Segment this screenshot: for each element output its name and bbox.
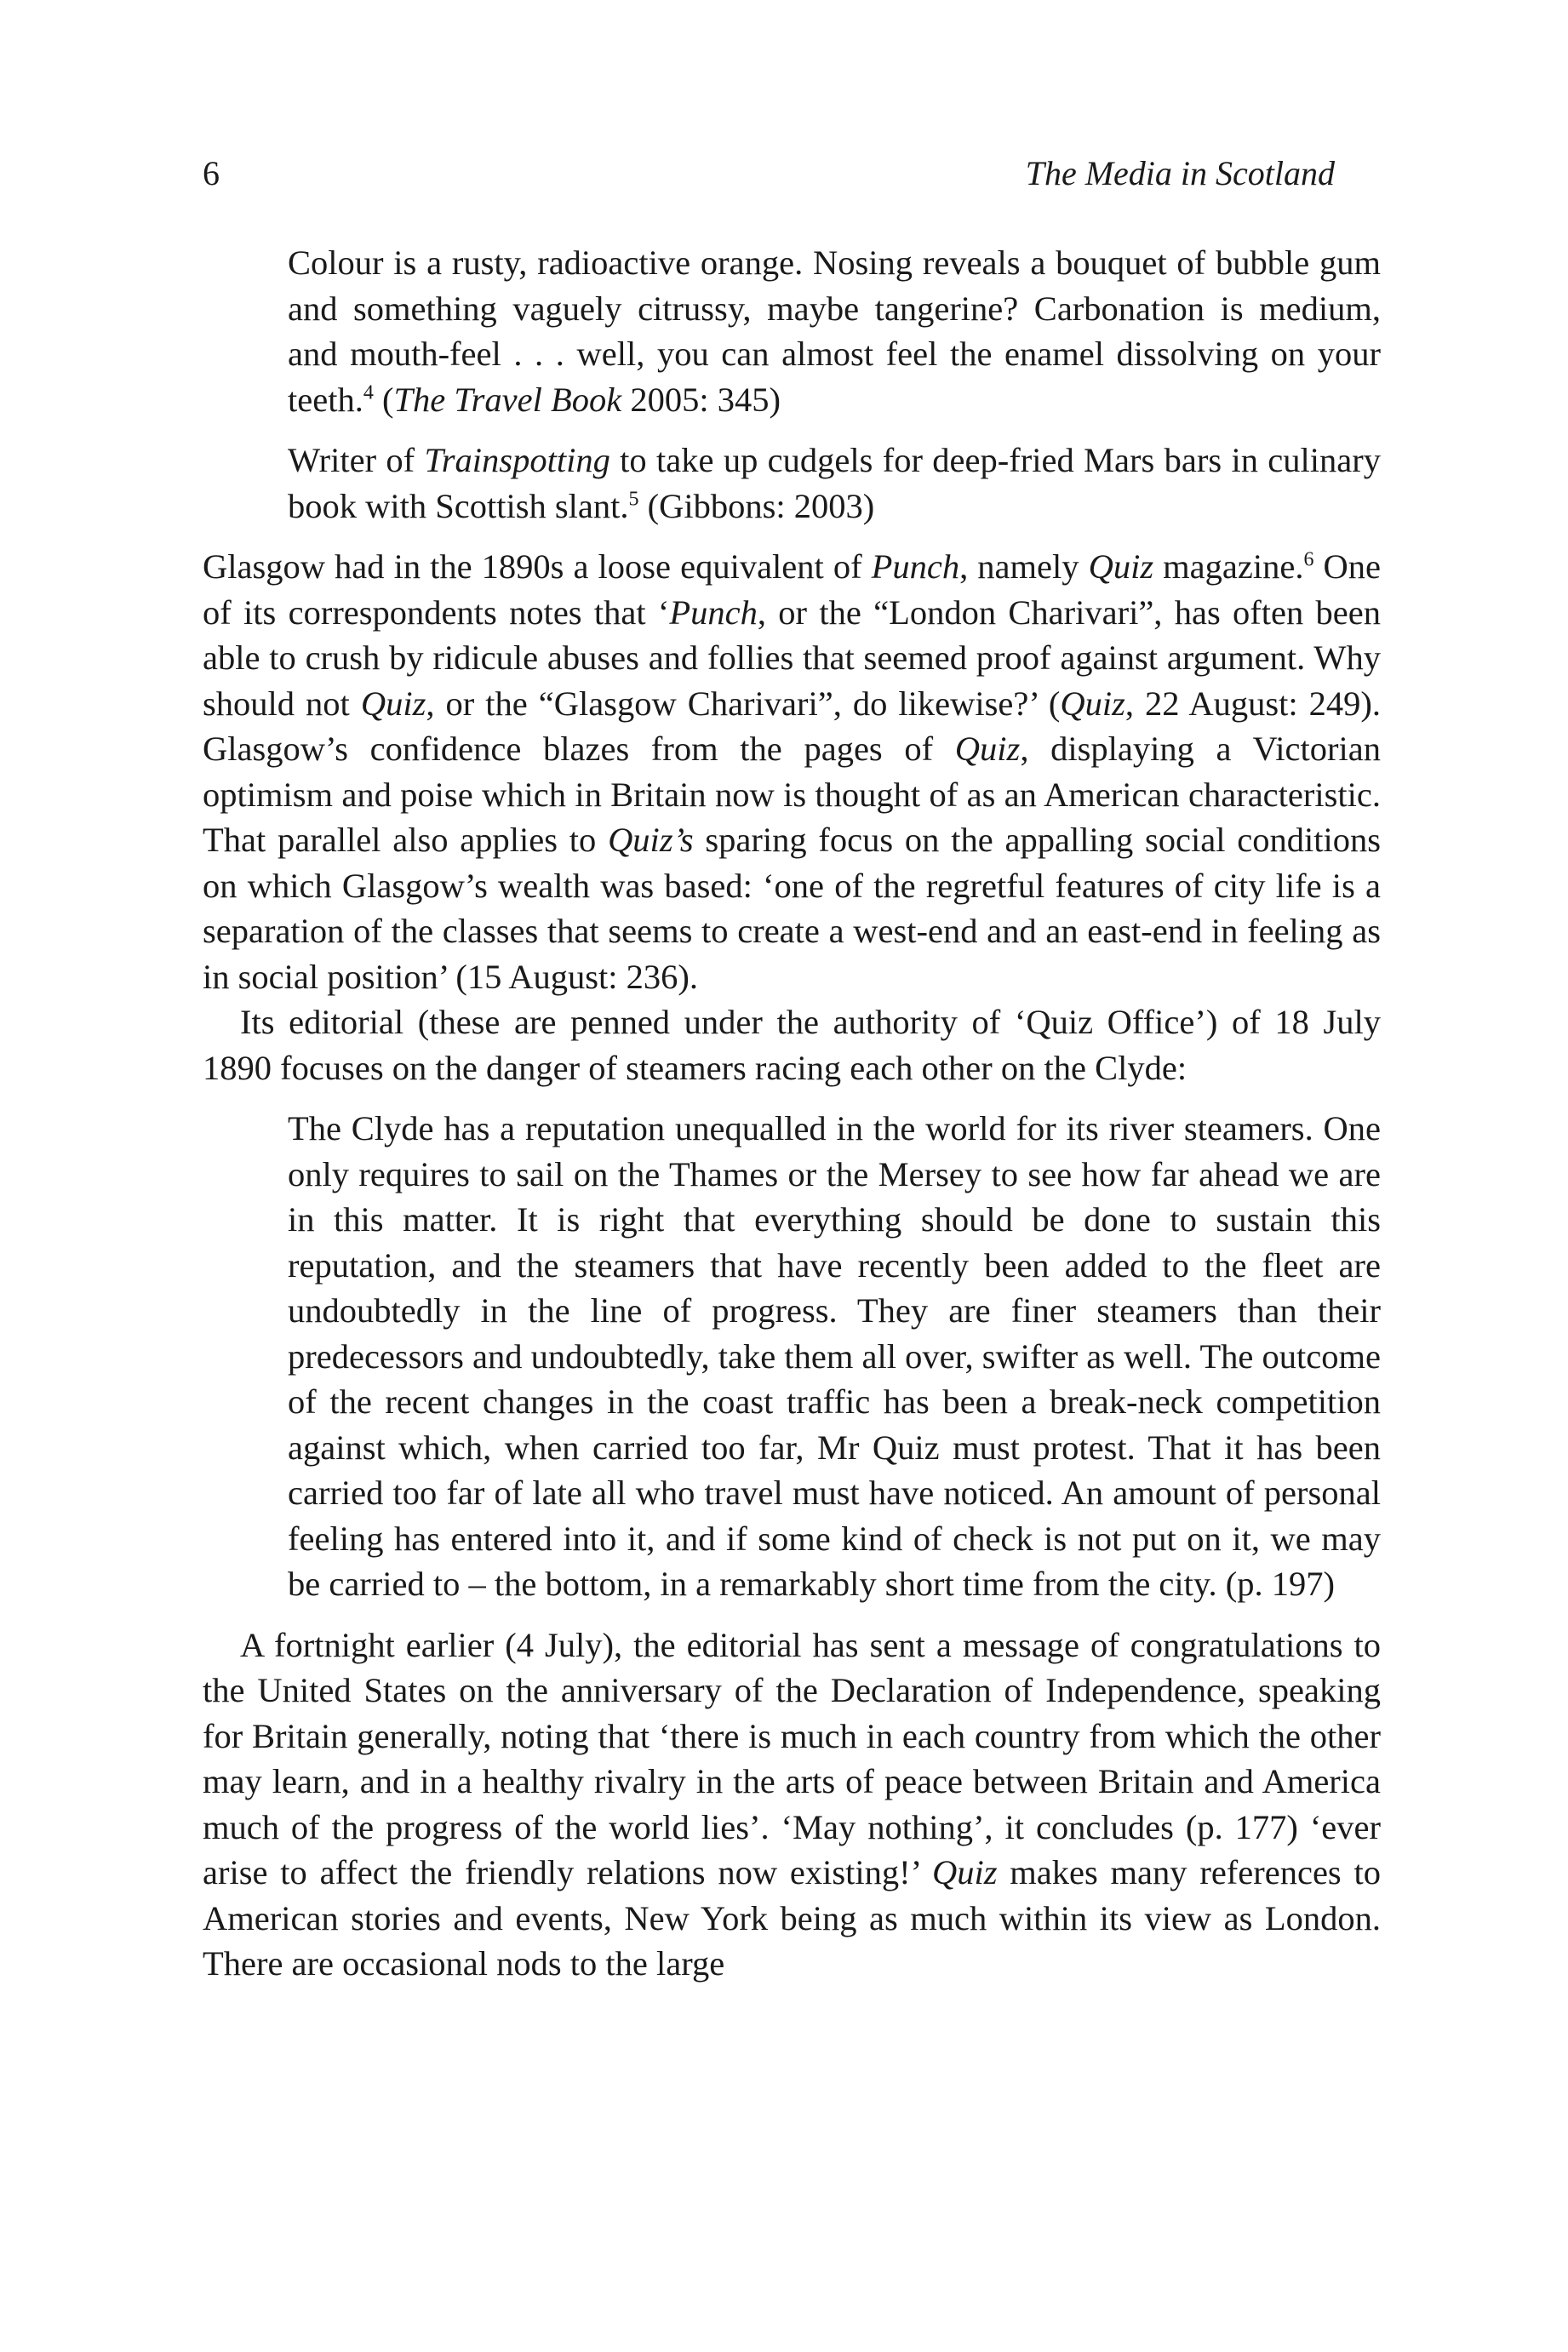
italic-title: Quiz	[360, 684, 426, 723]
quote-text: Colour is a rusty, radioactive orange. Nosing reveals a bouquet of bubble gum and something vaguely citrussy, maybe tangerine? Carbonation is medium, and mouth-feel . . . well, you can almost feel the enamel dissolving on your teeth.	[288, 243, 1381, 419]
text-run: magazine.	[1153, 547, 1304, 586]
italic-title: Quiz	[1088, 547, 1154, 586]
text-run: , 22 August: 249). Glasgow’s confidence blazes from the pages of	[203, 684, 1382, 768]
paragraph-fortnight-earlier	[203, 1622, 1381, 1987]
text-run: sparing focus on the appalling social conditions on which Glasgow’s wealth was based: ‘one of the regretful features of city life is a separation of the classes that seems to create a west-end and an east-end in feeling as in social position’ (15 August: 236).	[203, 821, 1381, 996]
footnote-marker: 4	[363, 381, 374, 403]
quote-text: to take up cudgels for deep-fried Mars bars in culinary book with Scottish slant.	[288, 441, 1381, 525]
cited-title: The Travel Book	[393, 380, 622, 419]
text-run: , displaying a Victorian optimism and poise which in Britain now is thought of as an American characteristic. That parallel also applies to	[203, 730, 1381, 859]
footnote-marker: 6	[1303, 548, 1314, 571]
text-run: Glasgow had in the 1890s a loose equivalent of	[203, 547, 872, 586]
body-text	[203, 240, 1381, 1987]
quote-text: 2005: 345)	[621, 380, 781, 419]
paragraph-quiz-magazine	[203, 544, 1381, 999]
text-run: makes many references to American stories and events, New York being as much within its view as London. There are occasional nods to the large	[203, 1853, 1381, 1983]
block-quote-gibbons	[288, 438, 1381, 529]
quote-text: The Clyde has a reputation unequalled in the world for its river steamers. One only requires to sail on the Thames or the Mersey to see how far ahead we are in this matter. It is right that everything should be done to sustain this reputation, and the steamers that have recently been added to the fleet are undoubtedly in the line of progress. They are finer steamers than their predecessors and undoubtedly, take them all over, swifter as well. The outcome of the recent changes in the coast traffic has been a break-neck competition against which, when carried too far, Mr Quiz must protest. That it has been carried too far of late all who travel must have noticed. An amount of personal feeling has entered into it, and if some kind of check is not put on it, we may be carried to – the bottom, in a remarkably short time from the city. (p. 197)	[288, 1109, 1381, 1603]
quote-text: (Gibbons: 2003)	[638, 486, 875, 525]
italic-title: Punch	[669, 592, 758, 632]
block-quote-clyde	[288, 1106, 1381, 1607]
italic-title: Quiz’s	[608, 821, 694, 859]
quote-text: Writer of	[288, 441, 425, 479]
text-run: Its editorial (these are penned under the authority of ‘Quiz Office’) of 18 July 1890 focuses on the danger of steamers racing each other on the Clyde:	[203, 1003, 1381, 1087]
page-header	[203, 153, 1335, 204]
text-run: One of its correspondents notes that ‘	[203, 547, 1381, 632]
text-run: , or the “London Charivari”, has often been able to crush by ridicule abuses and follies that seemed proof against argument. Why should not	[203, 592, 1381, 723]
italic-title: Punch	[871, 547, 960, 586]
paragraph-editorial	[203, 999, 1381, 1090]
cited-title: Trainspotting	[424, 441, 610, 479]
quote-text: (	[373, 380, 394, 419]
page-number: 6	[203, 154, 220, 192]
text-run: A fortnight earlier (4 July), the editorial has sent a message of congratulations to the United States on the anniversary of the Declaration of Independence, speaking for Britain generally, noting that ‘there is much in each country from which the other may learn, and in a healthy rivalry in the arts of peace between Britain and America much of the progress of the world lies’. ‘May nothing’, it concludes (p. 177) ‘ever arise to affect the friendly relations now existing!’	[203, 1625, 1381, 1891]
text-run: , namely	[959, 547, 1089, 586]
footnote-marker: 5	[628, 488, 639, 510]
italic-title: Quiz	[1060, 684, 1125, 723]
text-run: , or the “Glasgow Charivari”, do likewise?’ (	[426, 684, 1061, 723]
italic-title: Quiz	[931, 1853, 998, 1891]
italic-title: Quiz	[954, 730, 1021, 768]
running-title: The Media in Scotland	[1025, 154, 1335, 192]
block-quote-travel-book	[288, 240, 1381, 422]
